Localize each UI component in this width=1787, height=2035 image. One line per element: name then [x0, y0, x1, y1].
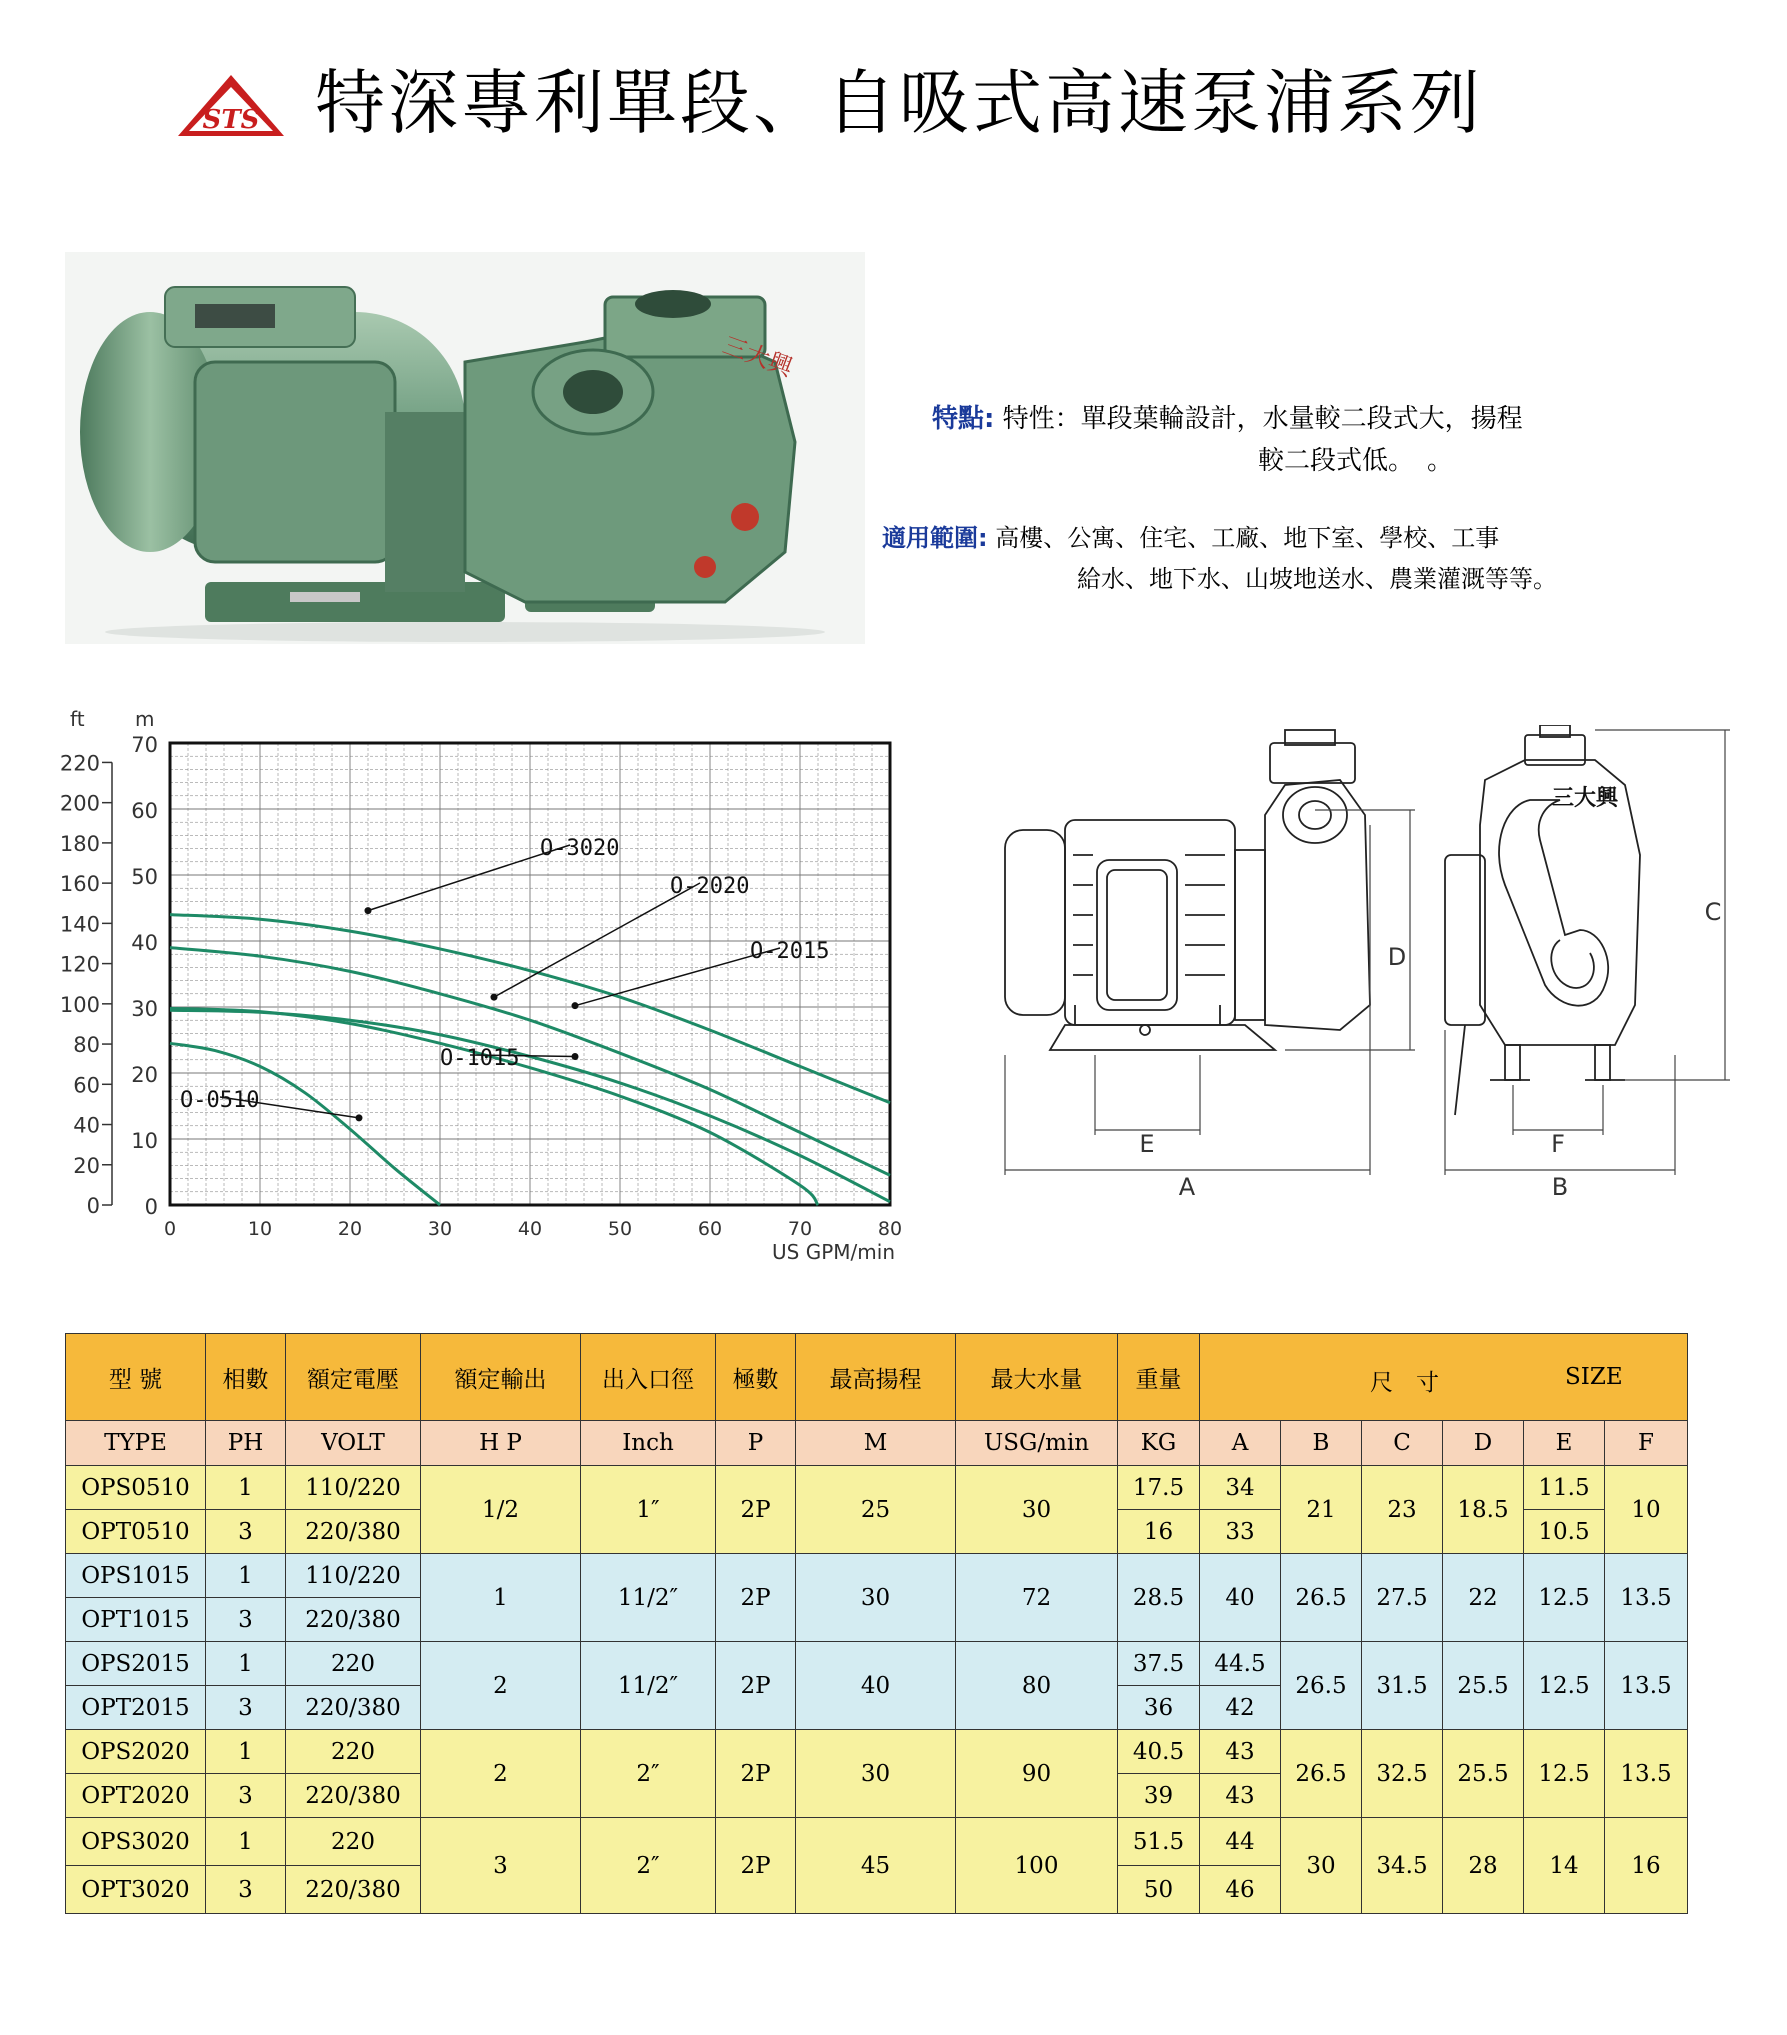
dim-label-b: B — [1551, 1173, 1569, 1201]
x-tick-label: 60 — [697, 1218, 723, 1240]
cell-volt: 220/380 — [286, 1774, 421, 1818]
ft-tick-label: 220 — [59, 751, 100, 776]
cell-usg: 72 — [956, 1554, 1118, 1642]
hdr-usg-en: USG/min — [956, 1421, 1118, 1466]
cell-p: 2P — [716, 1818, 796, 1914]
cell-type: OPS2015 — [66, 1642, 206, 1686]
hdr-hp-zh: 額定輸出 — [421, 1334, 581, 1421]
cell-m: 25 — [796, 1466, 956, 1554]
cell-a: 43 — [1200, 1730, 1281, 1774]
cell-type: OPT0510 — [66, 1510, 206, 1554]
cell-f: 16 — [1605, 1818, 1688, 1914]
curve-label-o-2020: O-2020 — [670, 874, 750, 899]
range-text-1: 高樓、公寓、住宅、工廠、地下室、學校、工事 — [995, 524, 1500, 552]
leader-dot-o-3020 — [365, 907, 372, 914]
curve-label-o-2015: O-2015 — [750, 939, 830, 964]
cell-kg: 28.5 — [1118, 1554, 1200, 1642]
table-row-3020 — [66, 1818, 1688, 1914]
ft-tick-label: 20 — [73, 1153, 100, 1178]
pump-photo — [65, 252, 865, 644]
table-row-1015 — [66, 1554, 1688, 1642]
m-tick-label: 70 — [131, 733, 158, 757]
cell-inch: 11/2″ — [581, 1554, 716, 1642]
cell-usg: 80 — [956, 1642, 1118, 1730]
dim-label-c: C — [1704, 898, 1722, 926]
cell-a: 42 — [1200, 1686, 1281, 1730]
curve-label-o-0510: O-0510 — [180, 1088, 260, 1113]
cell-type: OPT3020 — [66, 1866, 206, 1914]
features-text-2: 較二段式低。 。 — [1258, 446, 1454, 476]
curve-label-o-3020: O-3020 — [540, 836, 620, 861]
ft-tick-label: 60 — [73, 1073, 100, 1098]
cell-c: 32.5 — [1362, 1730, 1443, 1818]
table-row-2015 — [66, 1642, 1688, 1730]
dim-label-f: F — [1551, 1130, 1565, 1158]
cell-e: 12.5 — [1524, 1554, 1605, 1642]
range-text-2: 給水、地下水、山坡地送水、農業灌溉等等。 — [1077, 565, 1557, 593]
x-axis-label: US GPM/min — [772, 1240, 895, 1264]
dim-label-d: D — [1387, 943, 1407, 971]
cell-kg: 39 — [1118, 1774, 1200, 1818]
cell-usg: 30 — [956, 1466, 1118, 1554]
hdr-type-en: TYPE — [66, 1421, 206, 1466]
hdr-p-zh: 極數 — [716, 1334, 796, 1421]
cell-d: 28 — [1443, 1818, 1524, 1914]
hdr-inch-zh: 出入口徑 — [581, 1334, 716, 1421]
header-row-en — [66, 1421, 1688, 1466]
m-tick-label: 0 — [144, 1195, 158, 1219]
cell-d: 25.5 — [1443, 1642, 1524, 1730]
cell-p: 2P — [716, 1642, 796, 1730]
cell-hp: 2 — [421, 1642, 581, 1730]
cell-f: 13.5 — [1605, 1554, 1688, 1642]
features-line1 — [932, 398, 1523, 435]
header-row-zh — [66, 1334, 1688, 1421]
m-tick-label: 60 — [131, 799, 158, 823]
cell-a: 34 — [1200, 1466, 1281, 1510]
cell-volt: 220 — [286, 1642, 421, 1686]
cell-ph: 3 — [206, 1866, 286, 1914]
chart-axes — [102, 743, 890, 1205]
leader-dot-o-2015 — [572, 1002, 579, 1009]
m-tick-label: 10 — [131, 1129, 158, 1153]
cell-inch: 2″ — [581, 1730, 716, 1818]
cell-type: OPS3020 — [66, 1818, 206, 1866]
hdr-m-zh: 最高揚程 — [796, 1334, 956, 1421]
cell-b: 26.5 — [1281, 1642, 1362, 1730]
cell-hp: 2 — [421, 1730, 581, 1818]
cell-e: 11.5 — [1524, 1466, 1605, 1510]
cell-f: 13.5 — [1605, 1730, 1688, 1818]
hdr-volt-en: VOLT — [286, 1421, 421, 1466]
cell-c: 31.5 — [1362, 1642, 1443, 1730]
cell-kg: 37.5 — [1118, 1642, 1200, 1686]
dim-label-a: A — [1178, 1173, 1196, 1201]
cell-kg: 17.5 — [1118, 1466, 1200, 1510]
hdr-type-zh: 型 號 — [66, 1334, 206, 1421]
features-text-1: 特性：單段葉輪設計，水量較二段式大，揚程 — [1002, 404, 1523, 434]
x-tick-label: 70 — [787, 1218, 813, 1240]
hdr-b: B — [1281, 1421, 1362, 1466]
m-tick-label: 30 — [131, 997, 158, 1021]
logo-text: STS — [202, 105, 260, 135]
curve-label-o-1015: O-1015 — [440, 1046, 520, 1071]
cell-type: OPS2020 — [66, 1730, 206, 1774]
hdr-inch-en: Inch — [581, 1421, 716, 1466]
cell-ph: 3 — [206, 1598, 286, 1642]
hdr-kg-en: KG — [1118, 1421, 1200, 1466]
cell-c: 23 — [1362, 1466, 1443, 1554]
hdr-ph-en: PH — [206, 1421, 286, 1466]
features-label: 特點: — [932, 404, 995, 434]
cell-inch: 1″ — [581, 1466, 716, 1554]
cell-b: 30 — [1281, 1818, 1362, 1914]
cell-c: 34.5 — [1362, 1818, 1443, 1914]
dimension-drawing — [985, 725, 1765, 1220]
cell-type: OPS0510 — [66, 1466, 206, 1510]
cell-d: 18.5 — [1443, 1466, 1524, 1554]
cell-a: 43 — [1200, 1774, 1281, 1818]
ft-tick-label: 0 — [86, 1194, 100, 1218]
table-row-0510 — [66, 1466, 1688, 1554]
hdr-size-en: SIZE — [1565, 1364, 1623, 1390]
cell-kg: 50 — [1118, 1866, 1200, 1914]
x-tick-label: 40 — [517, 1218, 543, 1240]
cell-ph: 1 — [206, 1818, 286, 1866]
cell-ph: 1 — [206, 1466, 286, 1510]
m-tick-label: 40 — [131, 931, 158, 955]
hdr-size-zh: 尺 寸 — [1370, 1370, 1439, 1396]
cell-d: 22 — [1443, 1554, 1524, 1642]
hdr-volt-zh: 額定電壓 — [286, 1334, 421, 1421]
x-tick-label: 0 — [163, 1218, 177, 1240]
cell-volt: 220 — [286, 1730, 421, 1774]
ft-tick-label: 200 — [59, 791, 100, 816]
leader-dot-o-0510 — [356, 1114, 363, 1121]
page-title: 特深專利單段、自吸式高速泵浦系列 — [315, 62, 1483, 144]
cell-volt: 110/220 — [286, 1466, 421, 1510]
ft-tick-label: 40 — [73, 1113, 100, 1138]
cell-b: 21 — [1281, 1466, 1362, 1554]
cell-b: 26.5 — [1281, 1554, 1362, 1642]
leader-dot-o-1015 — [572, 1053, 579, 1060]
cell-usg: 90 — [956, 1730, 1118, 1818]
m-tick-label: 50 — [131, 865, 158, 889]
cell-kg: 51.5 — [1118, 1818, 1200, 1866]
cell-ph: 1 — [206, 1554, 286, 1598]
hdr-c: C — [1362, 1421, 1443, 1466]
cell-f: 10 — [1605, 1466, 1688, 1554]
leader-o-2020 — [494, 883, 700, 997]
hdr-e: E — [1524, 1421, 1605, 1466]
cell-hp: 3 — [421, 1818, 581, 1914]
cell-b: 26.5 — [1281, 1730, 1362, 1818]
cell-type: OPT2020 — [66, 1774, 206, 1818]
cell-kg: 36 — [1118, 1686, 1200, 1730]
cell-a: 33 — [1200, 1510, 1281, 1554]
range-label: 適用範圍: — [882, 524, 988, 552]
hdr-a: A — [1200, 1421, 1281, 1466]
cell-p: 2P — [716, 1730, 796, 1818]
cell-ph: 1 — [206, 1642, 286, 1686]
cell-inch: 2″ — [581, 1818, 716, 1914]
chart-grid — [170, 743, 890, 1205]
company-logo — [175, 72, 287, 140]
cell-volt: 220/380 — [286, 1510, 421, 1554]
cell-usg: 100 — [956, 1818, 1118, 1914]
x-tick-label: 80 — [877, 1218, 903, 1240]
hdr-p-en: P — [716, 1421, 796, 1466]
cell-e: 12.5 — [1524, 1730, 1605, 1818]
hdr-m-en: M — [796, 1421, 956, 1466]
cell-m: 45 — [796, 1818, 956, 1914]
m-tick-label: 20 — [131, 1063, 158, 1087]
cell-p: 2P — [716, 1554, 796, 1642]
cell-ph: 3 — [206, 1510, 286, 1554]
cell-ph: 1 — [206, 1730, 286, 1774]
hdr-usg-zh: 最大水量 — [956, 1334, 1118, 1421]
table-row-2020 — [66, 1730, 1688, 1818]
cell-a: 44 — [1200, 1818, 1281, 1866]
cell-f: 13.5 — [1605, 1642, 1688, 1730]
leader-dot-o-2020 — [491, 994, 498, 1001]
x-tick-label: 30 — [427, 1218, 453, 1240]
x-tick-label: 20 — [337, 1218, 363, 1240]
cell-m: 40 — [796, 1642, 956, 1730]
cell-e: 10.5 — [1524, 1510, 1605, 1554]
hdr-d: D — [1443, 1421, 1524, 1466]
cell-a: 46 — [1200, 1866, 1281, 1914]
cell-ph: 3 — [206, 1686, 286, 1730]
cell-type: OPT1015 — [66, 1598, 206, 1642]
cell-volt: 220/380 — [286, 1598, 421, 1642]
chart-labels — [60, 710, 902, 1264]
cell-ph: 3 — [206, 1774, 286, 1818]
cell-volt: 220/380 — [286, 1686, 421, 1730]
dim-label-e: E — [1139, 1130, 1155, 1158]
cell-a: 40 — [1200, 1554, 1281, 1642]
cell-a: 44.5 — [1200, 1642, 1281, 1686]
cell-volt: 220/380 — [286, 1866, 421, 1914]
cell-kg: 40.5 — [1118, 1730, 1200, 1774]
cell-e: 14 — [1524, 1818, 1605, 1914]
ft-tick-label: 80 — [73, 1033, 100, 1058]
photo-brand-mark: 三大興 — [719, 331, 797, 382]
cell-hp: 1 — [421, 1554, 581, 1642]
ft-tick-label: 160 — [59, 872, 100, 897]
ft-tick-label: 180 — [59, 831, 100, 856]
cell-volt: 220 — [286, 1818, 421, 1866]
performance-chart — [30, 710, 940, 1280]
cell-inch: 11/2″ — [581, 1642, 716, 1730]
cell-p: 2P — [716, 1466, 796, 1554]
curve-o-0510 — [170, 1043, 440, 1205]
cell-kg: 16 — [1118, 1510, 1200, 1554]
cell-volt: 110/220 — [286, 1554, 421, 1598]
cell-type: OPT2015 — [66, 1686, 206, 1730]
hdr-hp-en: H P — [421, 1421, 581, 1466]
spec-table — [65, 1333, 1688, 1914]
cell-d: 25.5 — [1443, 1730, 1524, 1818]
ft-tick-label: 100 — [59, 992, 100, 1017]
hdr-size — [1200, 1334, 1688, 1421]
hdr-kg-zh: 重量 — [1118, 1334, 1200, 1421]
cell-type: OPS1015 — [66, 1554, 206, 1598]
cell-m: 30 — [796, 1554, 956, 1642]
x-tick-label: 10 — [247, 1218, 273, 1240]
cell-hp: 1/2 — [421, 1466, 581, 1554]
cell-c: 27.5 — [1362, 1554, 1443, 1642]
drawing-brand-mark: 三大興 — [1551, 786, 1619, 811]
cell-e: 12.5 — [1524, 1642, 1605, 1730]
m-axis-label: m — [135, 710, 155, 731]
ft-tick-label: 140 — [59, 912, 100, 937]
x-tick-label: 50 — [607, 1218, 633, 1240]
hdr-ph-zh: 相數 — [206, 1334, 286, 1421]
hdr-f: F — [1605, 1421, 1688, 1466]
range-line1 — [882, 518, 1499, 553]
cell-m: 30 — [796, 1730, 956, 1818]
ft-axis-label: ft — [70, 710, 85, 731]
ft-tick-label: 120 — [59, 952, 100, 977]
